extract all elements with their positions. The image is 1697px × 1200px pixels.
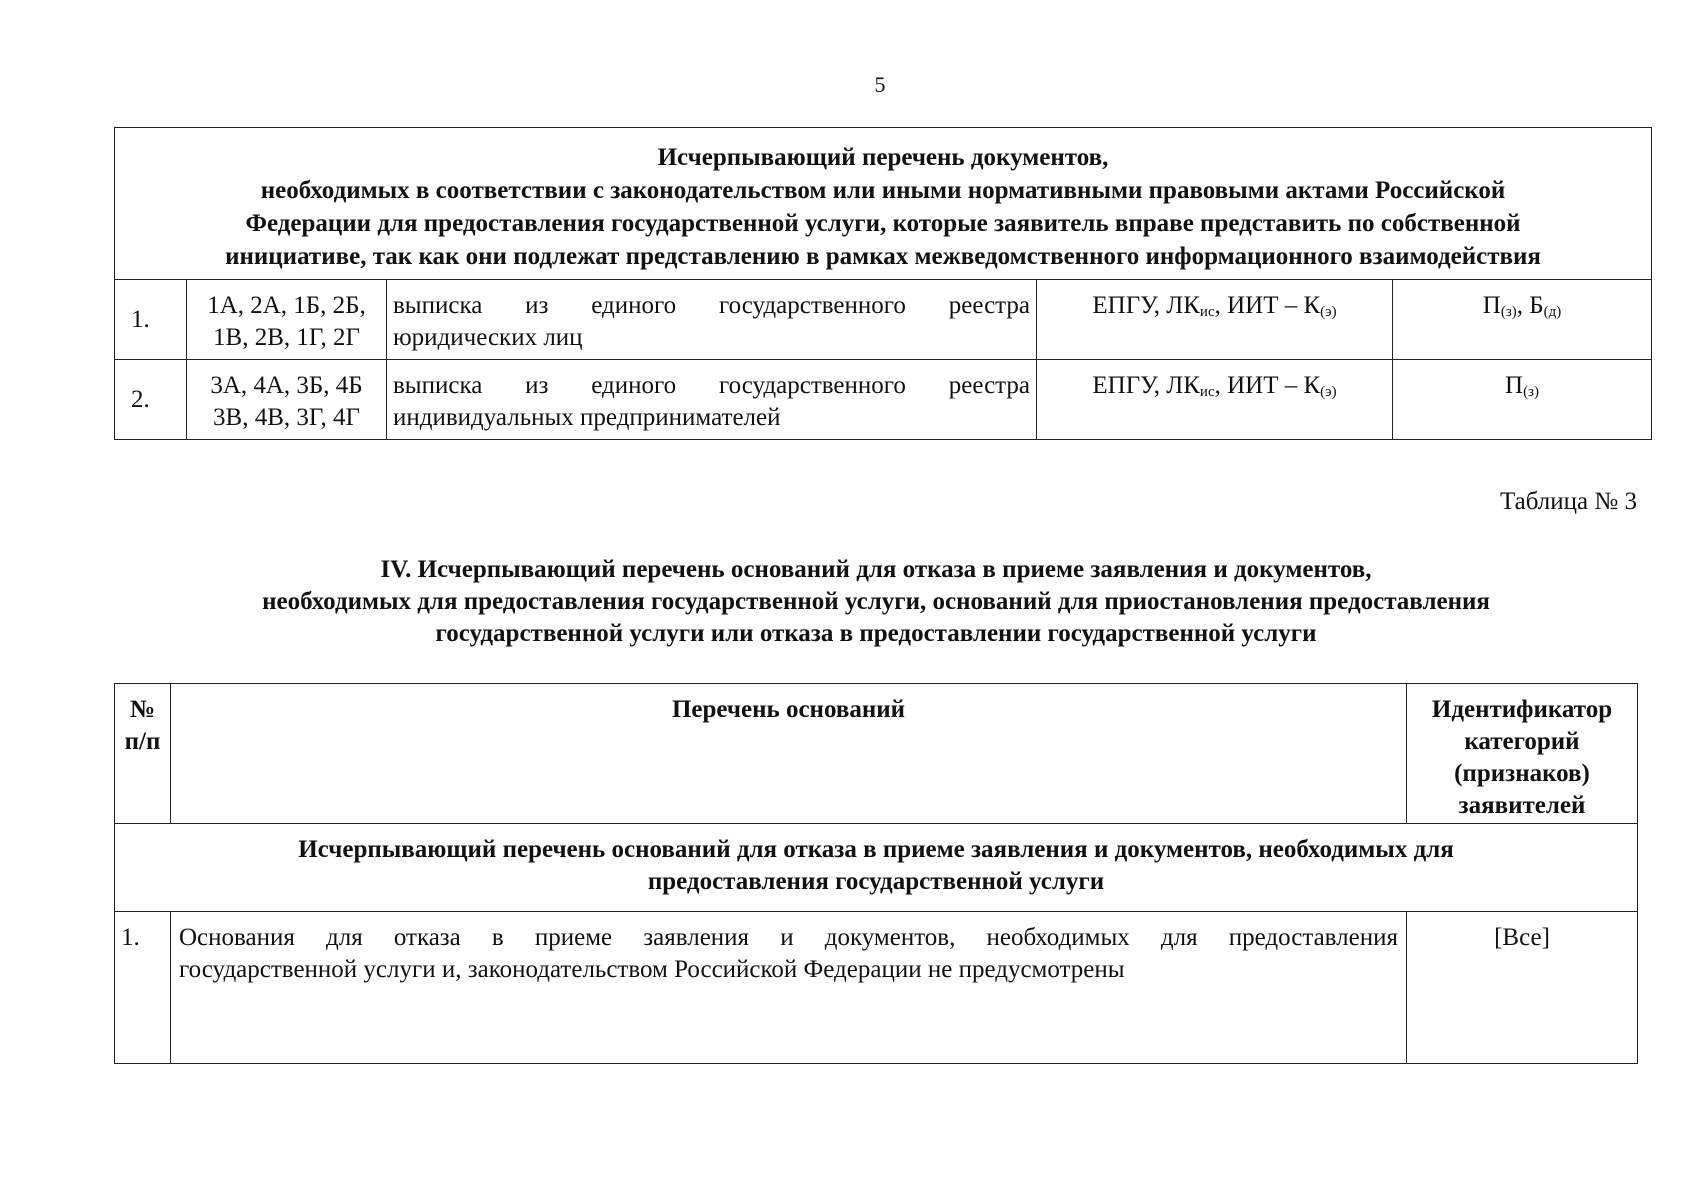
source-text: ЕПГУ, ЛК (1092, 372, 1200, 399)
source-text: , ИИТ – К (1214, 372, 1321, 399)
document-line: выписка из единого государственного реестра (393, 292, 1030, 319)
document-name (387, 280, 1037, 360)
category-line: 1В, 2В, 1Г, 2Г (213, 324, 360, 351)
header-line: категорий (1464, 728, 1580, 755)
section-heading (114, 554, 1638, 650)
document-line: индивидуальных предпринимателей (393, 404, 781, 431)
document-source (1037, 280, 1393, 360)
document-source (1037, 360, 1393, 440)
documents-table-heading (115, 128, 1652, 280)
presentation-subscript: (з) (1500, 304, 1517, 320)
category-codes (187, 280, 387, 360)
heading-line: Федерации для предоставления государственной услуги, которые заявитель вправе представить по собственной (245, 210, 1521, 237)
source-subscript: ис (1199, 304, 1215, 320)
source-subscript: (э) (1320, 384, 1337, 400)
category-id: [Все] (1407, 912, 1638, 1064)
presentation-subscript: (з) (1523, 384, 1539, 400)
section-heading-line: IV. Исчерпывающий перечень оснований для отказа в приеме заявления и документов, (380, 556, 1372, 583)
section-heading-line: необходимых для предоставления государственной услуги, оснований для приостановления предоставления (262, 588, 1490, 615)
table-caption: Таблица № 3 (1499, 488, 1637, 515)
header-number (115, 684, 171, 824)
table-row (115, 912, 1638, 1064)
subheading-line: предоставления государственной услуги (647, 868, 1105, 895)
header-line: заявителей (1458, 792, 1586, 819)
grounds-text (171, 912, 1407, 1064)
category-codes (187, 360, 387, 440)
row-number: 1. (115, 912, 171, 1064)
presentation-text: П (1482, 292, 1501, 319)
grounds-table (114, 683, 1638, 1064)
document-line: юридических лиц (393, 324, 583, 351)
document-line: выписка из единого государственного реестра (393, 372, 1030, 399)
row-number: 1. (115, 280, 187, 360)
header-category-id (1407, 684, 1638, 824)
heading-line: инициативе, так как они подлежат представлению в рамках межведомственного информационного взаимодействия (225, 243, 1541, 270)
category-line: 3В, 4В, 3Г, 4Г (213, 404, 360, 431)
grounds-line: государственной услуги и, законодательством Российской Федерации не предусмотрены (179, 956, 1125, 983)
grounds-subheading (115, 824, 1638, 912)
documents-table (114, 127, 1652, 440)
page-number: 5 (874, 72, 886, 97)
section-heading-line: государственной услуги или отказа в предоставлении государственной услуги (435, 620, 1317, 647)
source-subscript: (э) (1320, 304, 1337, 320)
table-row (115, 280, 1652, 360)
header-grounds-list: Перечень оснований (171, 684, 1407, 824)
grounds-line: Основания для отказа в приеме заявления и документов, необходимых для предоставления (179, 924, 1398, 951)
presentation-subscript: (д) (1543, 304, 1562, 320)
presentation-text: , Б (1516, 292, 1544, 319)
source-subscript: ис (1199, 384, 1215, 400)
table-header-row (115, 684, 1638, 824)
category-line: 1А, 2А, 1Б, 2Б, (207, 292, 366, 319)
header-line: (признаков) (1454, 760, 1590, 787)
header-line: п/п (124, 728, 161, 755)
heading-line: Исчерпывающий перечень документов, (657, 144, 1109, 171)
header-line: Идентификатор (1431, 696, 1613, 723)
source-text: ЕПГУ, ЛК (1092, 292, 1200, 319)
header-line: № (129, 696, 156, 723)
presentation-text: П (1505, 372, 1524, 399)
category-line: 3А, 4А, 3Б, 4Б (210, 372, 363, 399)
document-name (387, 360, 1037, 440)
source-text: , ИИТ – К (1214, 292, 1321, 319)
table-row (115, 360, 1652, 440)
subheading-line: Исчерпывающий перечень оснований для отказа в приеме заявления и документов, необходимых для (298, 836, 1454, 863)
presentation-code (1393, 360, 1652, 440)
heading-line: необходимых в соответствии с законодательством или иными нормативными правовыми актами Российской (260, 177, 1506, 204)
presentation-code (1393, 280, 1652, 360)
table-subheading-row (115, 824, 1638, 912)
row-number: 2. (115, 360, 187, 440)
